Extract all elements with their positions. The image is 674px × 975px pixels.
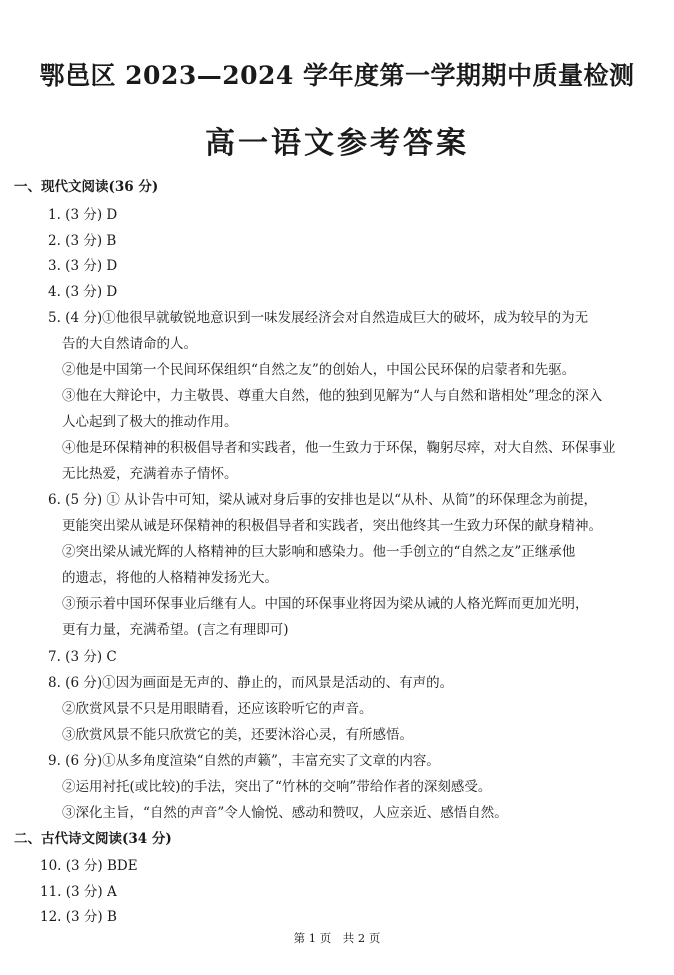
answer-line: ③预示着中国环保事业后继有人。中国的环保事业将因为梁从诫的人格光辉而更加光明， bbox=[62, 596, 589, 612]
answer-line: 7. (3 分) C bbox=[48, 649, 117, 665]
answer-line: ③深化主旨，“自然的声音”令人愉悦、感动和赞叹，人应亲近、感悟自然。 bbox=[62, 805, 508, 821]
answer-line: 11. (3 分) A bbox=[40, 884, 117, 900]
answer-line: 6. (5 分) ① 从讣告中可知，梁从诫对身后事的安排也是以“从朴、从简”的环保理念为前提， bbox=[48, 492, 597, 508]
answer-line: 9. (6 分)①从多角度渲染“自然的声籁”，丰富充实了文章的内容。 bbox=[48, 753, 440, 769]
section-heading: 二、古代诗文阅读(34 分) bbox=[14, 831, 172, 847]
answer-line: 4. (3 分) D bbox=[48, 284, 118, 300]
answer-line: ②运用衬托(或比较)的手法，突出了“竹林的交响”带给作者的深刻感受。 bbox=[62, 779, 492, 795]
answer-line: ②欣赏风景不只是用眼睛看，还应该聆听它的声音。 bbox=[62, 701, 373, 717]
answer-line: ④他是环保精神的积极倡导者和实践者，他一生致力于环保，鞠躬尽瘁，对大自然、环保事业 bbox=[62, 440, 616, 456]
answer-line: ③他在大辩论中，力主敬畏、尊重大自然，他的独到见解为“人与自然和谐相处”理念的深入 bbox=[62, 388, 603, 404]
answer-line: ③欣赏风景不能只欣赏它的美，还要沐浴心灵，有所感悟。 bbox=[62, 727, 413, 743]
answer-line: 5. (4 分)①他很早就敏锐地意识到一味发展经济会对自然造成巨大的破坏，成为较早的为无 bbox=[48, 310, 589, 326]
answer-line: 告的大自然请命的人。 bbox=[62, 336, 197, 352]
answer-line: 人心起到了极大的推动作用。 bbox=[62, 414, 238, 430]
exam-title: 鄂邑区 2023—2024 学年度第一学期期中质量检测 bbox=[39, 61, 635, 90]
answer-line: 10. (3 分) BDE bbox=[40, 858, 138, 874]
answer-line: 1. (3 分) D bbox=[48, 207, 118, 223]
section-heading: 一、现代文阅读(36 分) bbox=[14, 179, 159, 195]
answer-line: 8. (6 分)①因为画面是无声的、静止的，而风景是活动的、有声的。 bbox=[48, 675, 454, 691]
page-footer: 第 1 页 共 2 页 bbox=[293, 931, 381, 945]
answer-line: ②他是中国第一个民间环保组织“自然之友”的创始人，中国公民环保的启蒙者和先驱。 bbox=[62, 362, 576, 378]
answer-line: 更有力量，充满希望。(言之有理即可) bbox=[62, 622, 289, 638]
answer-line: 的遗志，将他的人格精神发扬光大。 bbox=[62, 570, 278, 586]
answer-line: 更能突出梁从诫是环保精神的积极倡导者和实践者，突出他终其一生致力环保的献身精神。 bbox=[62, 518, 602, 534]
answer-line: 3. (3 分) D bbox=[48, 258, 118, 274]
answer-line: 12. (3 分) B bbox=[40, 909, 117, 925]
answer-line: 无比热爱，充满着赤子情怀。 bbox=[62, 466, 238, 482]
answer-line: ②突出梁从诫光辉的人格精神的巨大影响和感染力。他一手创立的“自然之友”正继承他 bbox=[62, 544, 576, 560]
answer-line: 2. (3 分) B bbox=[48, 233, 117, 249]
answer-key-title: 高一语文参考答案 bbox=[205, 126, 469, 161]
